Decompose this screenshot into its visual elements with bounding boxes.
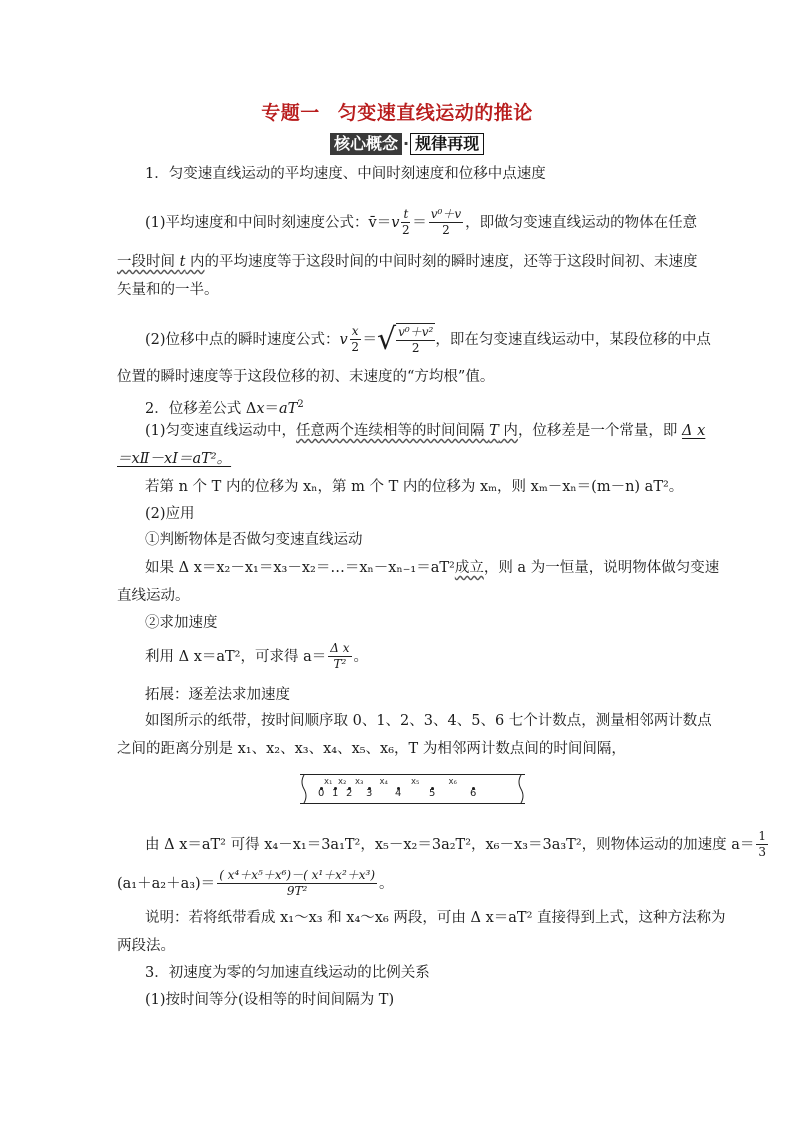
p12-fnum: 1 bbox=[758, 829, 767, 843]
tape-segment-label-5: x₅ bbox=[411, 777, 420, 787]
t-over-2 bbox=[401, 207, 410, 238]
p3-dx: Δ x bbox=[682, 423, 706, 439]
p3-d: ，位移差是一个常量，即 bbox=[517, 423, 683, 439]
tape-segment-label-2: x₂ bbox=[338, 777, 347, 787]
formula-average-velocity: (1)平均速度和中间时刻速度公式： v̄ ＝ v $\frac{t}{2}$ ＝ $\frac{\text{v⁰＋v}}{2}$ ，即做匀变速直线运动的物体在任意 bbox=[145, 207, 698, 237]
tape-point-label-3: 3 bbox=[366, 788, 373, 799]
p9-end: 。 bbox=[353, 648, 368, 665]
s2-eq: ＝ bbox=[264, 401, 279, 417]
p9-line bbox=[145, 641, 368, 672]
p1-l2t: t bbox=[179, 254, 186, 270]
p3-b: 任意两个连续相等的时间间隔 bbox=[296, 423, 490, 439]
p2-line-2: 位置的瞬时速度等于这段位移的初、末速度的“方均根”值。 bbox=[117, 369, 495, 385]
p9-num: Δ x bbox=[330, 641, 350, 655]
p1-line-3: 矢量和的一半。 bbox=[117, 282, 219, 298]
p12-end: 。 bbox=[379, 875, 394, 892]
p9-den: T² bbox=[333, 657, 347, 671]
p12-num: ( x⁴＋x⁵＋x⁶)－( x¹＋x²＋x³) bbox=[219, 868, 376, 882]
p11-line-2: 之间的距离分别是 x₁、x₂、x₃、x₄、x₅、x₆，T 为相邻两计数点间的时间间隔， bbox=[117, 741, 626, 757]
paper-tape-figure bbox=[300, 774, 525, 804]
p1-l2b: 内 bbox=[185, 254, 205, 270]
p13-line-1: 说明：若将纸带看成 x₁～x₃ 和 x₄～x₆ 两段，可由 Δ x＝aT² 直接得到上式，这种方法称为 bbox=[145, 910, 726, 926]
s2-heading-text: 2．位移差公式 Δ bbox=[145, 401, 257, 417]
dx-over-T2 bbox=[328, 641, 351, 672]
v-avg-num: v⁰＋v bbox=[430, 207, 462, 221]
s2-a: a bbox=[279, 401, 288, 417]
p1-l2a: 一段时间 bbox=[117, 254, 180, 270]
v-avg-den: 2 bbox=[442, 223, 450, 237]
frac-x-2: 2 bbox=[351, 340, 359, 354]
p3-c: 内 bbox=[498, 423, 518, 439]
p12-line-2 bbox=[117, 868, 394, 899]
p12-a: 由 Δ x＝aT² 可得 x₄－x₁＝3a₁T²，x₅－x₂＝3a₂T²，x₆－x₃＝3a₃T²，则物体运动的加速度 a＝ bbox=[145, 836, 755, 853]
p8-line: ②求加速度 bbox=[145, 615, 218, 631]
p3-line-1 bbox=[145, 421, 705, 441]
v-bar-symbol: v̄ bbox=[368, 214, 377, 231]
tape-segment-label-1: x₁ bbox=[324, 777, 333, 787]
sqrt-expression: √ $\frac{\text{v⁰＋v²}}{2}$ bbox=[377, 321, 434, 357]
tape-point-label-1: 1 bbox=[332, 788, 339, 799]
p7-c: ，则 a 为一恒量，说明物体做匀变速 bbox=[483, 560, 720, 576]
p12-fden: 3 bbox=[758, 845, 767, 859]
p1-tail: ，即做匀变速直线运动的物体在任意 bbox=[465, 214, 698, 231]
section-badge bbox=[330, 133, 484, 155]
frac-t: t bbox=[403, 207, 409, 221]
sqrt-den: 2 bbox=[411, 341, 420, 355]
badge-right: 规律再现 bbox=[410, 133, 484, 155]
badge-dot: · bbox=[403, 134, 410, 153]
p3-line-2 bbox=[117, 449, 231, 469]
p10-line: 拓展：逐差法求加速度 bbox=[145, 687, 290, 703]
p7-b: 成立 bbox=[454, 560, 484, 576]
s2-x: x bbox=[256, 401, 265, 417]
tape-segment-label-4: x₄ bbox=[379, 777, 388, 787]
p7-line-1 bbox=[145, 558, 719, 578]
p7-a: 如果 Δ x＝x₂－x₁＝x₃－x₂＝…＝xₙ－xₙ₋₁＝aT² bbox=[145, 560, 455, 576]
p2-eq: ＝ bbox=[362, 331, 378, 348]
s2-sq: 2 bbox=[297, 399, 304, 410]
tape-point-label-6: 6 bbox=[470, 788, 477, 799]
badge-left: 核心概念 bbox=[330, 133, 402, 155]
v-symbol: v bbox=[391, 214, 400, 231]
p3-a: (1)匀变速直线运动中， bbox=[145, 423, 297, 439]
section-3-heading: 3．初速度为零的匀加速直线运动的比例关系 bbox=[145, 965, 430, 981]
successive-difference-fraction bbox=[217, 868, 377, 899]
p13-line-2: 两段法。 bbox=[117, 938, 175, 954]
p11-line-1: 如图所示的纸带，按时间顺序取 0、1、2、3、4、5、6 七个计数点，测量相邻两计数点 bbox=[145, 713, 712, 729]
p4-line: 若第 n 个 T 内的位移为 xₙ，第 m 个 T 内的位移为 xₘ，则 xₘ－xₙ＝(m－n) aT²。 bbox=[145, 479, 684, 495]
tape-point-label-4: 4 bbox=[395, 788, 402, 799]
p5-line: (2)应用 bbox=[145, 506, 195, 522]
tape-point-label-2: 2 bbox=[346, 788, 353, 799]
p9-a: 利用 Δ x＝aT²，可求得 a＝ bbox=[145, 648, 327, 665]
tape-segment-label-6: x₆ bbox=[448, 777, 457, 787]
p12-line-1 bbox=[145, 829, 770, 860]
frac-2: 2 bbox=[402, 223, 410, 237]
tape-segment-label-3: x₃ bbox=[355, 777, 364, 787]
p2-tail: ，即在匀变速直线运动中，某段位移的中点 bbox=[435, 331, 711, 348]
v-avg-fraction bbox=[429, 207, 463, 238]
x-over-2 bbox=[350, 324, 361, 355]
v-symbol-2: v bbox=[339, 331, 348, 348]
p1-line-2 bbox=[117, 252, 698, 272]
section-2-heading bbox=[145, 395, 304, 419]
p7-line-2: 直线运动。 bbox=[117, 588, 190, 604]
p1-lead: (1)平均速度和中间时刻速度公式： bbox=[145, 214, 369, 231]
formula-midpoint-velocity bbox=[145, 323, 711, 356]
tape-point-label-0: 0 bbox=[318, 788, 325, 799]
title-part-2: 匀变速直线运动的推论 bbox=[337, 102, 533, 124]
page-title bbox=[0, 98, 794, 125]
p3-l2: ＝xⅡ－xⅠ＝aT²。 bbox=[117, 451, 232, 467]
p1-eq: ＝ bbox=[376, 214, 392, 231]
frac-x: x bbox=[351, 324, 359, 338]
title-part-1: 专题一 bbox=[261, 102, 320, 124]
s2-T: T bbox=[287, 401, 298, 417]
one-third bbox=[756, 829, 768, 860]
p2-lead: (2)位移中点的瞬时速度公式： bbox=[145, 331, 340, 348]
p12-b: (a₁＋a₂＋a₃)＝ bbox=[117, 875, 216, 892]
tape-point-label-5: 5 bbox=[429, 788, 436, 799]
section-1-heading: 1．匀变速直线运动的平均速度、中间时刻速度和位移中点速度 bbox=[145, 166, 546, 182]
p14-line: (1)按时间等分(设相等的时间间隔为 T) bbox=[145, 992, 395, 1008]
p1-l2c: 的平均速度等于这段时间的中间时刻的瞬时速度，还等于这段时间初、末速度 bbox=[204, 254, 698, 270]
p12-den: 9T² bbox=[286, 884, 308, 898]
p6-line: ①判断物体是否做匀变速直线运动 bbox=[145, 532, 363, 548]
sqrt-num: v⁰＋v² bbox=[398, 325, 434, 339]
p3-T: T bbox=[489, 423, 499, 439]
